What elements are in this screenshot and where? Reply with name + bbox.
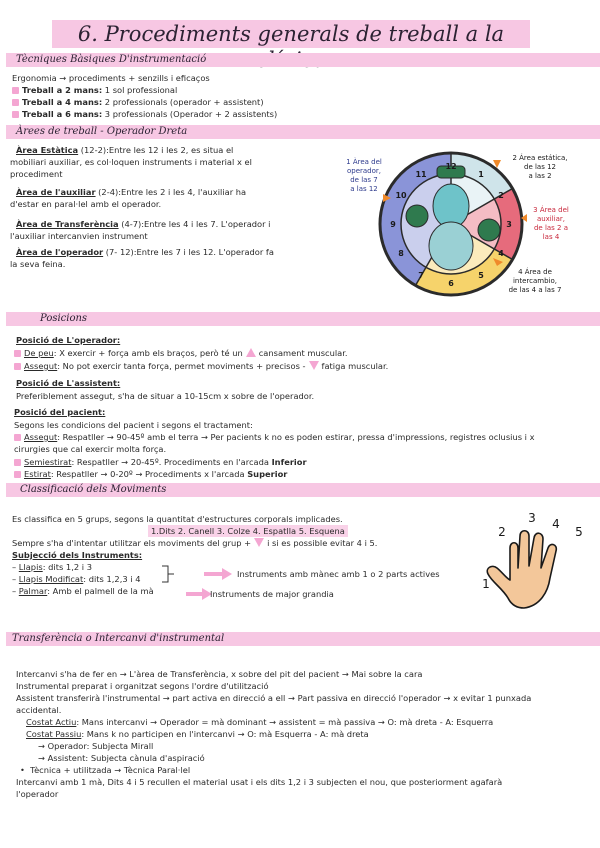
label-operator-2: operador, (347, 167, 382, 175)
patient-semi: Semiestirat: Respatller → 20-45º. Procediments en l'arcada Inferior (14, 456, 307, 468)
movement-groups: 1.Dits 2. Canell 3. Colze 4. Espatlla 5. Esquena (148, 525, 348, 537)
bullet-icon (14, 434, 21, 441)
grip-palmar: – Palmar: Amb el palmell de la mà (12, 586, 154, 596)
clock-number-3: 3 (506, 220, 512, 229)
label-static-3: a las 2 (528, 172, 552, 180)
bullet-icon (14, 350, 21, 357)
bullet-icon (14, 471, 21, 478)
clock-number-8: 8 (398, 249, 404, 258)
decrease-arrow-icon (254, 538, 264, 547)
area-static-3: procediment (10, 169, 63, 179)
finger-label-3: 3 (528, 511, 536, 525)
transfer-line-2: Instrumental preparat i organitzat segons l'ordre d'utilització (16, 681, 269, 691)
movements-always: Sempre s'ha d'intentar utilitzar els moviments del grup + i si es possible evitar 4 i 5. (12, 538, 378, 548)
finger-label-2: 2 (498, 525, 506, 539)
area-operator: Àrea de l'operador (7- 12):Entre les 7 i les 12. L'operador fa (16, 247, 274, 257)
bullet-dot-icon: • (20, 765, 31, 775)
section-title-areas: Àrees de treball - Operador Dreta (16, 126, 188, 137)
transfer-final-2: l'operador (16, 789, 59, 799)
section-title-transfer: Transferència o Intercanvi d'instrumental (12, 633, 225, 644)
movements-intro: Es classifica en 5 grups, segons la quantitat d'estructures corporals implicades. (12, 514, 343, 524)
bullet-icon (14, 363, 21, 370)
operator-position-title: Posició de L'operador: (16, 335, 121, 345)
transfer-line-1: Intercanvi s'ha de fer en → L'àrea de Transferència, x sobre del pit del pacient → Mai sobre la cara (16, 669, 423, 679)
hand-shape (487, 531, 556, 608)
label-assistant-3: de las 2 a (533, 224, 569, 232)
bullet-icon (12, 87, 19, 94)
clock-number-10: 10 (395, 191, 407, 200)
increase-arrow-icon (246, 348, 256, 357)
decrease-arrow-icon (309, 361, 319, 370)
assistant-position-title: Posició de L'assistent: (16, 378, 121, 388)
bullet-icon (12, 111, 19, 118)
label-transfer-1: 4 Área de (518, 268, 552, 276)
label-operator-4: a las 12 (350, 185, 378, 193)
label-assistant-1: 3 Área del (533, 206, 569, 214)
four-hands-line: Treball a 4 mans: 2 professionals (operador + assistent) (12, 96, 264, 108)
technique-line: • Tècnica + utilitzada → Tècnica Paral·lel (20, 765, 191, 775)
label-static-1: 2 Área estática, (512, 154, 568, 162)
label-transfer-3: de las 4 a las 7 (508, 286, 562, 294)
area-transfer: Àrea de Transferència (4-7):Entre les 4 i les 7. L'operador i (16, 219, 271, 229)
label-operator-3: de las 7 (350, 176, 378, 184)
bullet-icon (14, 459, 21, 466)
patient-lying: Estirat: Respatller → 0-20º → Procediments x l'arcada Superior (14, 468, 287, 480)
label-transfer-2: intercambio, (512, 277, 558, 285)
patient-position-title: Posició del pacient: (14, 407, 106, 417)
clock-number-7: 7 (418, 271, 424, 280)
ergonomia-line: Ergonomia → procediments + senzills i eficaços (12, 73, 210, 83)
operator-seated: Assegut: No pot exercir tanta força, permet moviments + precisos - fatiga muscular. (14, 360, 388, 372)
transfer-line-4: accidental. (16, 705, 62, 715)
label-assistant-2: auxiliar, (536, 215, 566, 223)
clock-number-9: 9 (390, 220, 396, 229)
label-static-2: de las 12 (524, 163, 556, 171)
transfer-final-1: Intercanvi amb 1 mà, Dits 4 i 5 recullen el material usat i els dits 1,2 i 3 subjecten el nou, que posteriorment agafarà (16, 777, 503, 787)
label-assistant-4: las 4 (542, 233, 560, 241)
area-transfer-2: l'auxiliar intercanvien instrument (10, 231, 148, 241)
clock-number-1: 1 (478, 170, 484, 179)
finger-label-1: 1 (482, 577, 490, 591)
clock-number-12: 12 (445, 162, 457, 171)
operator-figure (406, 205, 428, 227)
finger-label-4: 4 (552, 517, 560, 531)
patient-body (429, 222, 473, 270)
hand-illustration (480, 508, 590, 620)
area-static: Àrea Estàtica (12-2):Entre les 12 i les 2, es situa el (16, 145, 234, 155)
page-title: 6. Procediments generals de treball a la (77, 22, 505, 46)
area-static-2: mobiliari auxiliar, es col·loquen instruments i material x el (10, 157, 252, 167)
bullet-icon (12, 99, 19, 106)
patient-head (433, 184, 469, 228)
clock-number-4: 4 (498, 249, 504, 258)
clock-number-6: 6 (448, 279, 454, 288)
clock-number-5: 5 (478, 271, 484, 280)
grip-title: Subjecció dels Instruments: (12, 550, 143, 560)
label-operator-1: 1 Àrea del (347, 158, 382, 166)
patient-seated: Assegut: Respatller → 90-45º amb el terra → Per pacients k no es poden estirar, pressa d'impressions, registres oclusius i x (14, 431, 535, 443)
assistant-figure (478, 219, 500, 241)
area-operator-2: la seva feina. (10, 259, 66, 269)
six-hands-line: Treball a 6 mans: 3 professionals (Operador + 2 assistents) (12, 108, 277, 120)
assistant-holds: → Assistent: Subjecta cànula d'aspiració (38, 753, 205, 763)
patient-intro: Segons les condicions del pacient i segons el tractament: (14, 420, 253, 430)
active-side: Costat Actiu: Mans intercanvi → Operador = mà dominant → assistent = mà passiva → O: mà dreta - A: Esquerra (26, 717, 494, 727)
clock-area-diagram (347, 146, 577, 302)
instruments-active-parts: Instruments amb mànec amb 1 o 2 parts actives (237, 569, 440, 579)
operator-standing: De peu: X exercir + força amb els braços, però té un cansament muscular. (14, 347, 348, 359)
two-hands-line: Treball a 2 mans: 1 sol professional (12, 84, 177, 96)
grip-pencil-modified: – Llapis Modificat: dits 1,2,3 i 4 (12, 574, 141, 584)
area-assistant: Àrea de l'auxiliar (2-4):Entre les 2 i les 4, l'auxiliar ha (16, 187, 247, 197)
clock-number-2: 2 (498, 191, 504, 200)
section-title-basics: Tècniques Bàsiques D'instrumentació (16, 54, 207, 65)
area-assistant-2: d'estar en paral·lel amb el operador. (10, 199, 162, 209)
transfer-line-3: Assistent transferirà l'instrumental → part activa en direcció a ell → Part passiva en direcció l'operador → x evitar 1 punxada (16, 693, 532, 703)
operator-holds: → Operador: Subjecta Mirall (38, 741, 154, 751)
patient-seated-2: cirurgies que cal exercir molta força. (14, 444, 167, 454)
instruments-large: Instruments de major grandia (210, 589, 334, 599)
section-title-positions: Posicions (40, 313, 88, 324)
finger-label-5: 5 (575, 525, 583, 539)
assistant-position-text: Preferiblement assegut, s'ha de situar a 10-15cm x sobre de l'operador. (16, 391, 315, 401)
section-title-movements: Classificació dels Moviments (20, 484, 167, 495)
clock-number-11: 11 (415, 170, 427, 179)
section-bar-positions (6, 312, 600, 326)
grip-pencil: – Llapis: dits 1,2 i 3 (12, 562, 92, 572)
passive-side: Costat Passiu: Mans k no participen en l'intercanvi → O: mà Esquerra - A: mà dreta (26, 729, 369, 739)
